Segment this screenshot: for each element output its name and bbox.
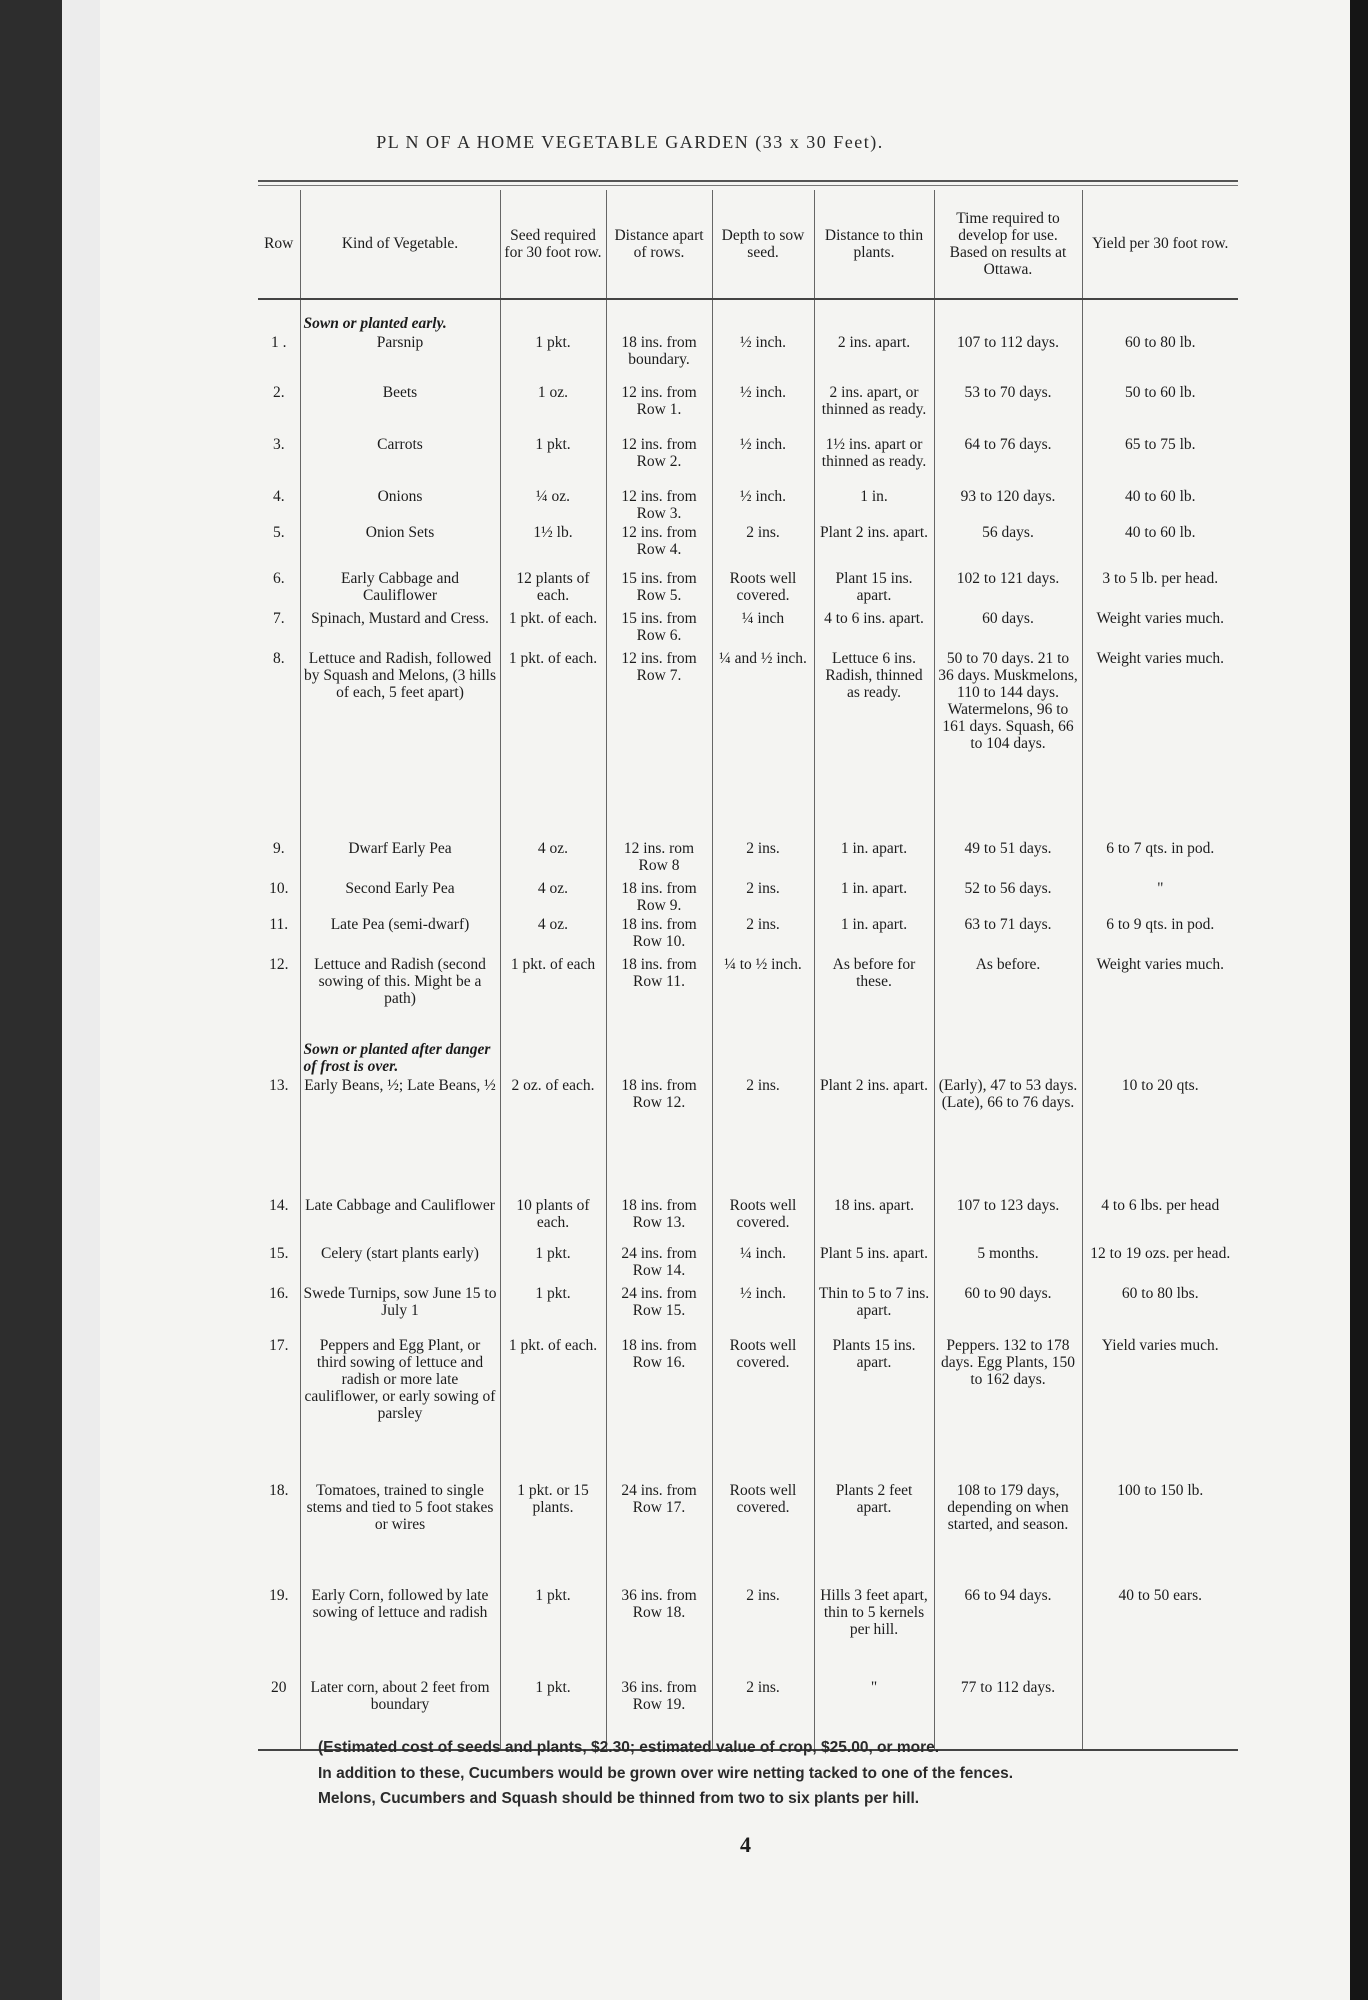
cell-depth: 2 ins. xyxy=(712,523,814,569)
cell-row: 2. xyxy=(272,384,285,401)
cell-time: 64 to 76 days. xyxy=(934,435,1082,487)
section-cell xyxy=(500,299,606,333)
cell-row: 6. xyxy=(272,570,285,588)
header-distance-rows: Distance apart of rows. xyxy=(606,190,712,299)
cell-thin: 2 ins. apart. xyxy=(814,333,934,383)
cell-depth: 2 ins. xyxy=(712,1678,814,1750)
cell-thin: 1½ ins. apart or thinned as ready. xyxy=(814,435,934,487)
cell-time: 56 days. xyxy=(934,523,1082,569)
cell-seed: 1 pkt. xyxy=(500,1678,606,1750)
cell-distance: 12 ins. from Row 7. xyxy=(606,649,712,839)
cell-thin: Plants 2 feet apart. xyxy=(814,1481,934,1586)
cell-row: 9. xyxy=(272,840,285,858)
cell-time: 53 to 70 days. xyxy=(934,383,1082,435)
cell-distance: 18 ins. from Row 11. xyxy=(606,955,712,1030)
cell-distance: 12 ins. from Row 4. xyxy=(606,523,712,569)
cell-time: (Early), 47 to 53 days. (Late), 66 to 76 days. xyxy=(934,1076,1082,1196)
cell-yield: 60 to 80 lbs. xyxy=(1082,1284,1238,1336)
section-row xyxy=(258,1030,1238,1076)
cell-kind: Lettuce and Radish (second sowing of this. Might be a path) xyxy=(300,955,500,1030)
top-rule-thin xyxy=(258,185,1238,186)
cell-row: 1 . xyxy=(271,334,287,351)
cell-distance: 12 ins. rom Row 8 xyxy=(606,839,712,879)
cell-kind: Late Pea (semi-dwarf) xyxy=(300,915,500,955)
cell-depth: ¼ to ½ inch. xyxy=(712,955,814,1030)
section-cell xyxy=(1082,1030,1238,1076)
cell-yield: 60 to 80 lb. xyxy=(1082,333,1238,383)
header-depth: Depth to sow seed. xyxy=(712,190,814,299)
cell-kind: Carrots xyxy=(300,435,500,487)
header-seed: Seed required for 30 foot row. xyxy=(500,190,606,299)
cell-row: 15. xyxy=(269,1245,289,1263)
cell-row: 16. xyxy=(269,1285,289,1303)
cell-row: 5. xyxy=(272,524,285,542)
section-cell xyxy=(300,1030,500,1076)
cell-row: 20 xyxy=(258,1678,300,1750)
cell-thin: 18 ins. apart. xyxy=(814,1196,934,1244)
cell-depth: Roots well covered. xyxy=(712,1481,814,1586)
cell-seed: 1 pkt. of each. xyxy=(500,609,606,649)
cell-yield: 40 to 50 ears. xyxy=(1082,1586,1238,1678)
cell-kind: Peppers and Egg Plant, or third sowing of lettuce and radish or more late cauliflower, or early sowing of parsley xyxy=(300,1336,500,1481)
table-row xyxy=(258,523,1238,569)
footnotes xyxy=(318,1735,1218,1812)
cell-seed: 1 oz. xyxy=(500,383,606,435)
section-cell xyxy=(712,299,814,333)
table-row xyxy=(258,915,1238,955)
cell-depth: ½ inch. xyxy=(712,1284,814,1336)
cell-row: 4. xyxy=(272,488,285,505)
cell-depth: 2 ins. xyxy=(712,915,814,955)
cell-kind: Onions xyxy=(300,487,500,523)
cell-thin: Thin to 5 to 7 ins. apart. xyxy=(814,1284,934,1336)
cell-time: 66 to 94 days. xyxy=(934,1586,1082,1678)
cell-thin: 4 to 6 ins. apart. xyxy=(814,609,934,649)
cell-kind: Late Cabbage and Cauliflower xyxy=(300,1196,500,1244)
cell-yield: 40 to 60 lb. xyxy=(1082,523,1238,569)
cell-time: 107 to 112 days. xyxy=(934,333,1082,383)
cell-depth: Roots well covered. xyxy=(712,1196,814,1244)
cell-distance: 36 ins. from Row 19. xyxy=(606,1678,712,1750)
cell-seed: 1 pkt. of each. xyxy=(500,649,606,839)
cell-depth: 2 ins. xyxy=(712,1076,814,1196)
cell-seed: 4 oz. xyxy=(500,915,606,955)
cell-thin: Lettuce 6 ins. Radish, thinned as ready. xyxy=(814,649,934,839)
table-row xyxy=(258,1481,1238,1586)
cell-thin: Plant 5 ins. apart. xyxy=(814,1244,934,1284)
cell-kind: Lettuce and Radish, followed by Squash and Melons, (3 hills of each, 5 feet apart) xyxy=(300,649,500,839)
cell-time: 102 to 121 days. xyxy=(934,569,1082,609)
header-thin: Distance to thin plants. xyxy=(814,190,934,299)
top-rule xyxy=(258,180,1238,182)
cell-seed: 1 pkt. xyxy=(500,1586,606,1678)
table-row xyxy=(258,879,1238,915)
cell-distance: 12 ins. from Row 1. xyxy=(606,383,712,435)
section-after-frost: Sown or planted after danger of frost is over. xyxy=(303,1041,491,1076)
cell-kind: Early Corn, followed by late sowing of lettuce and radish xyxy=(300,1586,500,1678)
section-cell xyxy=(712,1030,814,1076)
cell-thin: 1 in. apart. xyxy=(814,839,934,879)
table-row xyxy=(258,1076,1238,1196)
table-row xyxy=(258,1196,1238,1244)
cell-kind: Later corn, about 2 feet from boundary xyxy=(300,1678,500,1750)
cell-time: 49 to 51 days. xyxy=(934,839,1082,879)
header-row: Row xyxy=(258,190,300,299)
cell-kind: Tomatoes, trained to single stems and tied to 5 foot stakes or wires xyxy=(300,1481,500,1586)
cell-seed: 12 plants of each. xyxy=(500,569,606,609)
cell-thin: 1 in. apart. xyxy=(814,879,934,915)
cell-row: 12. xyxy=(269,956,289,974)
table-row xyxy=(258,487,1238,523)
cell-depth: ¼ and ½ inch. xyxy=(712,649,814,839)
section-cell xyxy=(500,1030,606,1076)
section-early: Sown or planted early. xyxy=(303,314,447,332)
cell-yield: 12 to 19 ozs. per head. xyxy=(1082,1244,1238,1284)
section-cell xyxy=(300,299,500,333)
cell-kind: Celery (start plants early) xyxy=(300,1244,500,1284)
section-row xyxy=(258,299,1238,333)
cell-yield: 6 to 7 qts. in pod. xyxy=(1082,839,1238,879)
cell-depth: ¼ inch. xyxy=(712,1244,814,1284)
cell-row: 8. xyxy=(272,650,285,668)
cell-seed: 1 pkt. xyxy=(500,333,606,383)
table-row xyxy=(258,1586,1238,1678)
table-row xyxy=(258,1284,1238,1336)
cell-seed: ¼ oz. xyxy=(500,487,606,523)
cell-seed: 1 pkt. of each xyxy=(500,955,606,1030)
cell-yield: 50 to 60 lb. xyxy=(1082,383,1238,435)
cell-time: 60 to 90 days. xyxy=(934,1284,1082,1336)
cell-thin: Plants 15 ins. apart. xyxy=(814,1336,934,1481)
cell-thin: Plant 2 ins. apart. xyxy=(814,1076,934,1196)
section-cell xyxy=(814,1030,934,1076)
cell-kind: Spinach, Mustard and Cress. xyxy=(300,609,500,649)
section-cell xyxy=(934,1030,1082,1076)
cell-yield: 3 to 5 lb. per head. xyxy=(1082,569,1238,609)
footnote-cost: (Estimated cost of seeds and plants, $2.30; estimated value of crop, $25.00, or more. xyxy=(318,1739,940,1756)
section-cell xyxy=(258,299,300,333)
cell-time: 93 to 120 days. xyxy=(934,487,1082,523)
cell-seed: 1 pkt. xyxy=(500,435,606,487)
cell-time: Peppers. 132 to 178 days. Egg Plants, 150 to 162 days. xyxy=(934,1336,1082,1481)
cell-distance: 24 ins. from Row 15. xyxy=(606,1284,712,1336)
cell-depth: ½ inch. xyxy=(712,333,814,383)
table-body xyxy=(258,299,1238,1750)
cell-seed: 1 pkt. or 15 plants. xyxy=(500,1481,606,1586)
cell-seed: 4 oz. xyxy=(500,839,606,879)
cell-time: 108 to 179 days, depending on when started, and season. xyxy=(934,1481,1082,1586)
cell-row: 7. xyxy=(272,610,285,628)
cell-depth: ½ inch. xyxy=(712,435,814,487)
cell-yield: Weight varies much. xyxy=(1082,609,1238,649)
table-row xyxy=(258,955,1238,1030)
cell-kind: Early Cabbage and Cauliflower xyxy=(300,569,500,609)
cell-time: 77 to 112 days. xyxy=(934,1678,1082,1750)
footnote-cucumbers: In addition to these, Cucumbers would be grown over wire netting tacked to one of the fences. xyxy=(318,1764,1013,1782)
cell-seed: 4 oz. xyxy=(500,879,606,915)
cell-distance: 18 ins. from Row 13. xyxy=(606,1196,712,1244)
cell-yield: 10 to 20 qts. xyxy=(1082,1076,1238,1196)
cell-row: 17. xyxy=(269,1337,289,1355)
cell-row: 11. xyxy=(269,916,289,934)
cell-seed: 1 pkt. xyxy=(500,1284,606,1336)
table-row xyxy=(258,569,1238,609)
cell-seed: 1 pkt. xyxy=(500,1244,606,1284)
cell-yield: " xyxy=(1082,879,1238,915)
cell-distance: 18 ins. from Row 12. xyxy=(606,1076,712,1196)
cell-yield: 40 to 60 lb. xyxy=(1082,487,1238,523)
section-cell xyxy=(934,299,1082,333)
cell-yield: 100 to 150 lb. xyxy=(1082,1481,1238,1586)
table-header-row xyxy=(258,190,1238,299)
cell-yield: Weight varies much. xyxy=(1082,955,1238,1030)
cell-depth: ¼ inch xyxy=(712,609,814,649)
table-row xyxy=(258,609,1238,649)
section-cell xyxy=(814,299,934,333)
header-yield: Yield per 30 foot row. xyxy=(1082,190,1238,299)
cell-time: 107 to 123 days. xyxy=(934,1196,1082,1244)
cell-kind: Dwarf Early Pea xyxy=(300,839,500,879)
section-cell xyxy=(1082,299,1238,333)
cell-thin: 1 in. xyxy=(814,487,934,523)
cell-seed: 10 plants of each. xyxy=(500,1196,606,1244)
cell-distance: 15 ins. from Row 6. xyxy=(606,609,712,649)
cell-distance: 15 ins. from Row 5. xyxy=(606,569,712,609)
cell-kind: Parsnip xyxy=(300,333,500,383)
cell-depth: Roots well covered. xyxy=(712,1336,814,1481)
table-row xyxy=(258,1336,1238,1481)
cell-time: 60 days. xyxy=(934,609,1082,649)
table-row xyxy=(258,333,1238,383)
footnote-thinning: Melons, Cucumbers and Squash should be thinned from two to six plants per hill. xyxy=(318,1790,920,1808)
cell-thin: 2 ins. apart, or thinned as ready. xyxy=(814,383,934,435)
cell-row: 18. xyxy=(269,1482,289,1500)
cell-seed: 1½ lb. xyxy=(500,523,606,569)
cell-kind: Swede Turnips, sow June 15 to July 1 xyxy=(300,1284,500,1336)
cell-thin: " xyxy=(814,1678,934,1750)
cell-depth: ½ inch. xyxy=(712,383,814,435)
cell-distance: 18 ins. from Row 10. xyxy=(606,915,712,955)
cell-yield: 65 to 75 lb. xyxy=(1082,435,1238,487)
cell-yield: Weight varies much. xyxy=(1082,649,1238,839)
cell-depth: 2 ins. xyxy=(712,839,814,879)
cell-depth: Roots well covered. xyxy=(712,569,814,609)
cell-distance: 18 ins. from Row 16. xyxy=(606,1336,712,1481)
cell-seed: 2 oz. of each. xyxy=(500,1076,606,1196)
cell-time: 63 to 71 days. xyxy=(934,915,1082,955)
cell-time: 5 months. xyxy=(934,1244,1082,1284)
cell-thin: 1 in. apart. xyxy=(814,915,934,955)
cell-time: 50 to 70 days. 21 to 36 days. Muskmelons, 110 to 144 days. Watermelons, 96 to 161 days. Squash, 66 to 104 days. xyxy=(934,649,1082,839)
table-row xyxy=(258,649,1238,839)
cell-depth: 2 ins. xyxy=(712,1586,814,1678)
header-time: Time required to develop for use. Based on results at Ottawa. xyxy=(934,190,1082,299)
scan-border xyxy=(1350,0,1368,2000)
cell-row: 13. xyxy=(269,1077,289,1095)
cell-row: 14. xyxy=(269,1197,289,1215)
header-kind: Kind of Vegetable. xyxy=(300,190,500,299)
cell-distance: 24 ins. from Row 14. xyxy=(606,1244,712,1284)
cell-row: 3. xyxy=(272,436,285,453)
cell-time: 52 to 56 days. xyxy=(934,879,1082,915)
table-row xyxy=(258,383,1238,435)
cell-time: As before. xyxy=(934,955,1082,1030)
table-row xyxy=(258,1244,1238,1284)
cell-depth: 2 ins. xyxy=(712,879,814,915)
page-title: PL N OF A HOME VEGETABLE GARDEN (33 x 30 Feet). xyxy=(376,132,884,152)
cell-yield: 4 to 6 lbs. per head xyxy=(1082,1196,1238,1244)
section-cell xyxy=(606,1030,712,1076)
cell-distance: 12 ins. from Row 2. xyxy=(606,435,712,487)
cell-row: 19. xyxy=(269,1587,289,1605)
cell-thin: Hills 3 feet apart, thin to 5 kernels per hill. xyxy=(814,1586,934,1678)
cell-thin: As before for these. xyxy=(814,955,934,1030)
cell-thin: Plant 15 ins. apart. xyxy=(814,569,934,609)
section-cell xyxy=(606,299,712,333)
vegetable-garden-table xyxy=(258,190,1238,1751)
cell-kind: Second Early Pea xyxy=(300,879,500,915)
cell-distance: 18 ins. from Row 9. xyxy=(606,879,712,915)
cell-yield: 6 to 9 qts. in pod. xyxy=(1082,915,1238,955)
cell-distance: 18 ins. from boundary. xyxy=(606,333,712,383)
cell-seed: 1 pkt. of each. xyxy=(500,1336,606,1481)
cell-kind: Onion Sets xyxy=(300,523,500,569)
cell-row: 10. xyxy=(269,880,289,898)
cell-kind: Early Beans, ½; Late Beans, ½ xyxy=(300,1076,500,1196)
cell-kind: Beets xyxy=(300,383,500,435)
cell-distance: 36 ins. from Row 18. xyxy=(606,1586,712,1678)
cell-depth: ½ inch. xyxy=(712,487,814,523)
table-row xyxy=(258,839,1238,879)
section-cell xyxy=(258,1030,300,1076)
cell-distance: 12 ins. from Row 3. xyxy=(606,487,712,523)
cell-yield: Yield varies much. xyxy=(1082,1336,1238,1481)
table-row xyxy=(258,435,1238,487)
cell-distance: 24 ins. from Row 17. xyxy=(606,1481,712,1586)
cell-thin: Plant 2 ins. apart. xyxy=(814,523,934,569)
page-number: 4 xyxy=(740,1832,751,1857)
